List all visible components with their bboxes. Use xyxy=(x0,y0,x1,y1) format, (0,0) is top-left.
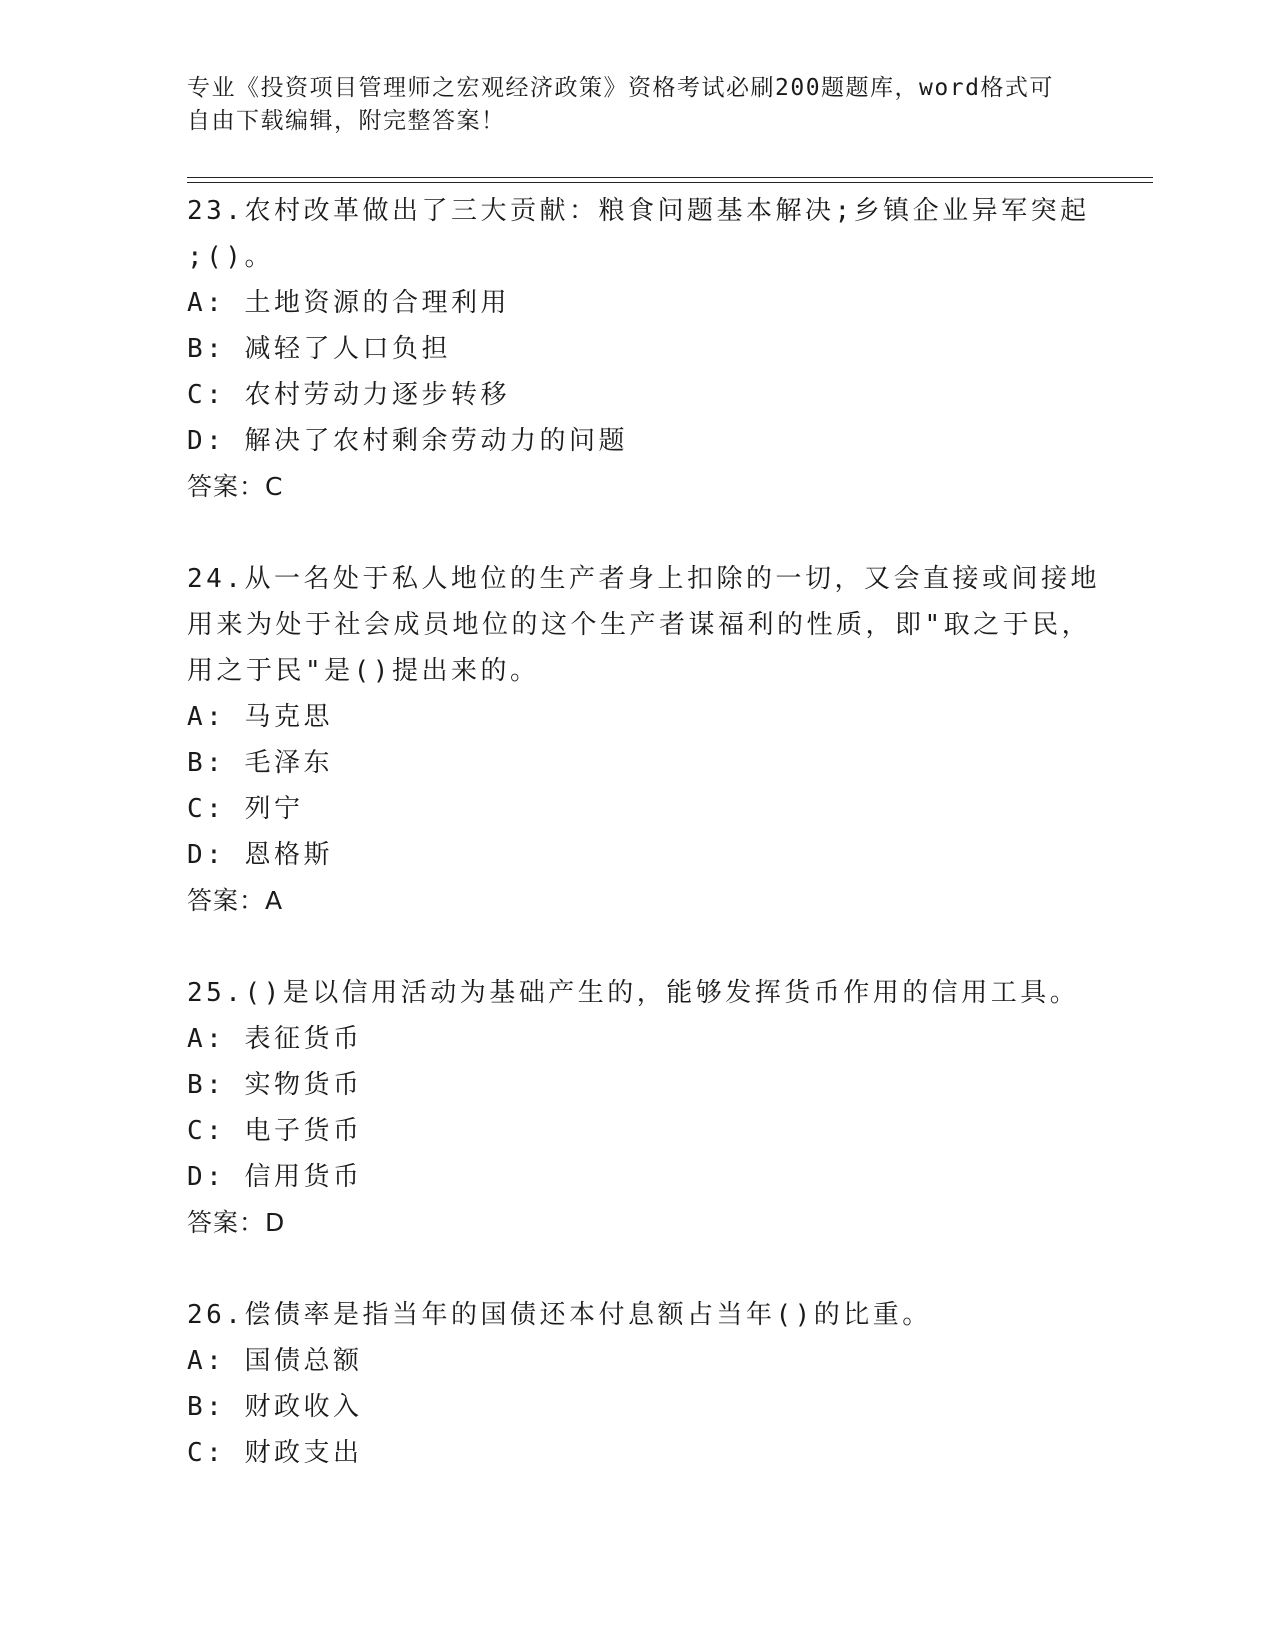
question-stem-line: ;()。 xyxy=(187,242,274,272)
answer-label: 答案：A xyxy=(187,886,284,915)
option-b: B: 毛泽东 xyxy=(187,748,333,778)
option-c: C: 电子货币 xyxy=(187,1116,363,1146)
option-b: B: 减轻了人口负担 xyxy=(187,334,451,364)
option-a: A: 土地资源的合理利用 xyxy=(187,288,510,318)
option-a: A: 表征货币 xyxy=(187,1024,363,1054)
question-26 xyxy=(187,1292,1087,1476)
option-d: D: 信用货币 xyxy=(187,1162,363,1192)
question-stem-line: 24.从一名处于私人地位的生产者身上扣除的一切，又会直接或间接地 xyxy=(187,564,1100,594)
header-rule-top xyxy=(187,177,1153,178)
question-gap xyxy=(187,924,1087,970)
question-24 xyxy=(187,556,1100,924)
question-25 xyxy=(187,970,1087,1246)
option-b: B: 实物货币 xyxy=(187,1070,363,1100)
option-c: C: 财政支出 xyxy=(187,1438,363,1468)
question-gap xyxy=(187,1246,1087,1292)
question-stem-line: 26.偿债率是指当年的国债还本付息额占当年()的比重。 xyxy=(187,1300,932,1330)
question-stem-line: 用来为处于社会成员地位的这个生产者谋福利的性质，即"取之于民， xyxy=(187,610,1092,640)
question-stem-line: 23.农村改革做出了三大贡献：粮食问题基本解决;乡镇企业异军突起 xyxy=(187,196,1090,226)
header-rule-bottom xyxy=(187,182,1153,183)
option-b: B: 财政收入 xyxy=(187,1392,363,1422)
option-c: C: 农村劳动力逐步转移 xyxy=(187,380,510,410)
option-a: A: 国债总额 xyxy=(187,1346,363,1376)
question-gap xyxy=(187,510,1087,556)
option-a: A: 马克思 xyxy=(187,702,333,732)
option-d: D: 解决了农村剩余劳动力的问题 xyxy=(187,426,628,456)
question-23 xyxy=(187,188,1090,510)
question-stem-line: 用之于民"是()提出来的。 xyxy=(187,656,540,686)
answer-label: 答案：D xyxy=(187,1208,286,1237)
header-line-2: 自由下载编辑，附完整答案！ xyxy=(187,108,506,134)
question-list xyxy=(187,188,1100,1476)
question-stem-line: 25.()是以信用活动为基础产生的，能够发挥货币作用的信用工具。 xyxy=(187,978,1080,1008)
option-d: D: 恩格斯 xyxy=(187,840,333,870)
document-header xyxy=(187,72,1087,138)
header-line-1: 专业《投资项目管理师之宏观经济政策》资格考试必刷200题题库，word格式可 xyxy=(187,75,1054,101)
option-c: C: 列宁 xyxy=(187,794,304,824)
answer-label: 答案：C xyxy=(187,472,284,501)
